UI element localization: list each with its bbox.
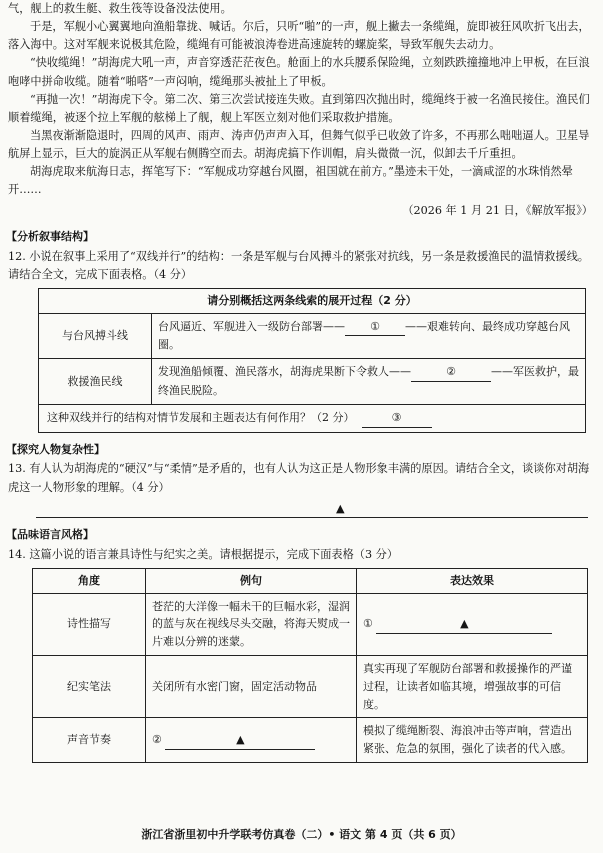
page-footer: 浙江省浙里初中升学联考仿真卷（二）• 语文 第 4 页（共 6 页） bbox=[141, 828, 462, 841]
table-row bbox=[33, 718, 588, 763]
angle-poetic: 诗性描写 bbox=[33, 593, 146, 655]
story-paragraph-4: “再抛一次！”胡海虎下令。第二次、第三次尝试接连失败。直到第四次抛出时，缆绳终于被一名渔民接住。渔民们顺着缆绳，被逐个拉上军舰的舷梯上了舰，舰上军医立刻对他们采取救护措施。 bbox=[8, 92, 590, 124]
language-table bbox=[32, 568, 588, 763]
effect-poetic: ① ▲ bbox=[357, 593, 588, 655]
row-label-typhoon: 与台风搏斗线 bbox=[39, 313, 152, 359]
story-paragraph-5: 当黑夜渐渐隐退时，四周的风声、雨声、涛声仍声声入耳，但舞气似乎已收敛了许多，不再那么咄咄逼人。卫星导航屏上显示，巨大的旋涡正从军舰右侧腾空而去。胡海虎搞下作训帽，肩头微微一沉，似卸去千斤重担。 bbox=[8, 128, 590, 161]
answer-blank-3[interactable]: ③ bbox=[362, 409, 432, 428]
example-rhythm: ② ▲ bbox=[146, 718, 357, 763]
header-effect: 表达效果 bbox=[357, 568, 588, 593]
table-row bbox=[33, 655, 588, 717]
table-row bbox=[39, 313, 586, 359]
story-source: （2026 年 1 月 21 日，《解放军报》） bbox=[402, 203, 593, 217]
answer-blank-example-2[interactable] bbox=[165, 731, 315, 750]
answer-blank-1[interactable]: ① bbox=[345, 318, 405, 337]
answer-blank-2[interactable]: ② bbox=[411, 363, 491, 382]
angle-documentary: 纪实笔法 bbox=[33, 655, 146, 717]
section-title-structure: 【分析叙事结构】 bbox=[6, 229, 94, 243]
row-content-typhoon: 台风逼近、军舰进入一级防台部署—— ① ——艰难转向、最终成功穿越台风圈。 bbox=[152, 313, 586, 359]
section-title-language: 【品味语言风格】 bbox=[6, 527, 94, 541]
effect-rhythm: 模拟了缆绳断裂、海浪冲击等声响，营造出紧张、危急的氛围，强化了读者的代入感。 bbox=[357, 718, 588, 763]
story-paragraph-6: 胡海虎取来航海日志，挥笔写下：“军舰成功穿越台风圈，祖国就在前方。”墨迹未干处，一滴咸涩的水珠悄然晕开…… bbox=[8, 165, 573, 197]
row-content-rescue: 发现渔船倾覆、渔民落水，胡海虎果断下令救人—— ② ——军医救护，最终渔民脱险。 bbox=[152, 359, 586, 405]
question-13: 13. 有人认为胡海虎的“硬汉”与“柔情”是矛盾的，也有人认为这正是人物形象丰满的原因。请结合全文，谈谈你对胡海虎这一人物形象的理解。（4 分） bbox=[8, 462, 590, 494]
story-paragraph-3: “快收缆绳！”胡海虎大吼一声，声音穿透茫茫夜色。舱面上的水兵腰系保险绳，立刻跌跌撞撞地冲上甲板，在巨浪咆哮中拼命收缆。随着“啪嗒”一声闷响，缆绳那头被扯上了甲板。 bbox=[8, 56, 590, 88]
answer-triangle-icon: ▲ bbox=[236, 732, 245, 746]
answer-blank-effect-1[interactable] bbox=[376, 615, 552, 634]
section-title-character: 【探究人物复杂性】 bbox=[6, 442, 105, 456]
question-12: 12. 小说在叙事上采用了“双线并行”的结构：一条是军舰与台风搏斗的紧张对抗线，另一条是救援渔民的温情救援线。请结合全文，完成下面表格。（4 分） bbox=[8, 249, 589, 281]
table-row bbox=[33, 593, 588, 655]
angle-rhythm: 声音节奏 bbox=[33, 718, 146, 763]
table-row bbox=[39, 404, 586, 432]
example-poetic: 苍茫的大洋像一幅未干的巨幅水彩，湿润的蓝与灰在视线尽头交融，将海天熨成一片难以分辨的迷蒙。 bbox=[146, 593, 357, 655]
example-documentary: 关闭所有水密门窗，固定活动物品 bbox=[146, 655, 357, 717]
structure-table bbox=[38, 288, 586, 433]
story-paragraph-2: 于是，军舰小心翼翼地向渔船靠拢、喊话。尔后，只听“啪”的一声，舰上撇去一条缆绳，旋即被狂风吹折飞出去，落入海中。这对军舰来说极其危险，缆绳有可能被浪涛卷进高速旋转的螺旋桨，导致军舰失去动力。 bbox=[8, 20, 590, 52]
table-row bbox=[39, 359, 586, 405]
structure-table-header: 请分别概括这两条线索的展开过程（2 分） bbox=[39, 288, 586, 313]
header-example: 例句 bbox=[146, 568, 357, 593]
row-label-rescue: 救援渔民线 bbox=[39, 359, 152, 405]
header-angle: 角度 bbox=[33, 568, 146, 593]
row-final-question: 这种双线并行的结构对情节发展和主题表达有何作用？（2 分） ③ bbox=[39, 404, 586, 432]
question-14: 14. 这篇小说的语言兼具诗性与纪实之美。请根据提示，完成下面表格（3 分） bbox=[8, 547, 399, 561]
answer-line-13[interactable] bbox=[36, 501, 588, 518]
answer-triangle-icon: ▲ bbox=[336, 501, 345, 515]
answer-triangle-icon: ▲ bbox=[460, 616, 469, 630]
effect-documentary: 真实再现了军舰防台部署和救援操作的严谨过程，让读者如临其境，增强故事的可信度。 bbox=[357, 655, 588, 717]
story-paragraph-1: 气，舰上的救生艇、救生筏等设备没法使用。 bbox=[8, 2, 232, 15]
